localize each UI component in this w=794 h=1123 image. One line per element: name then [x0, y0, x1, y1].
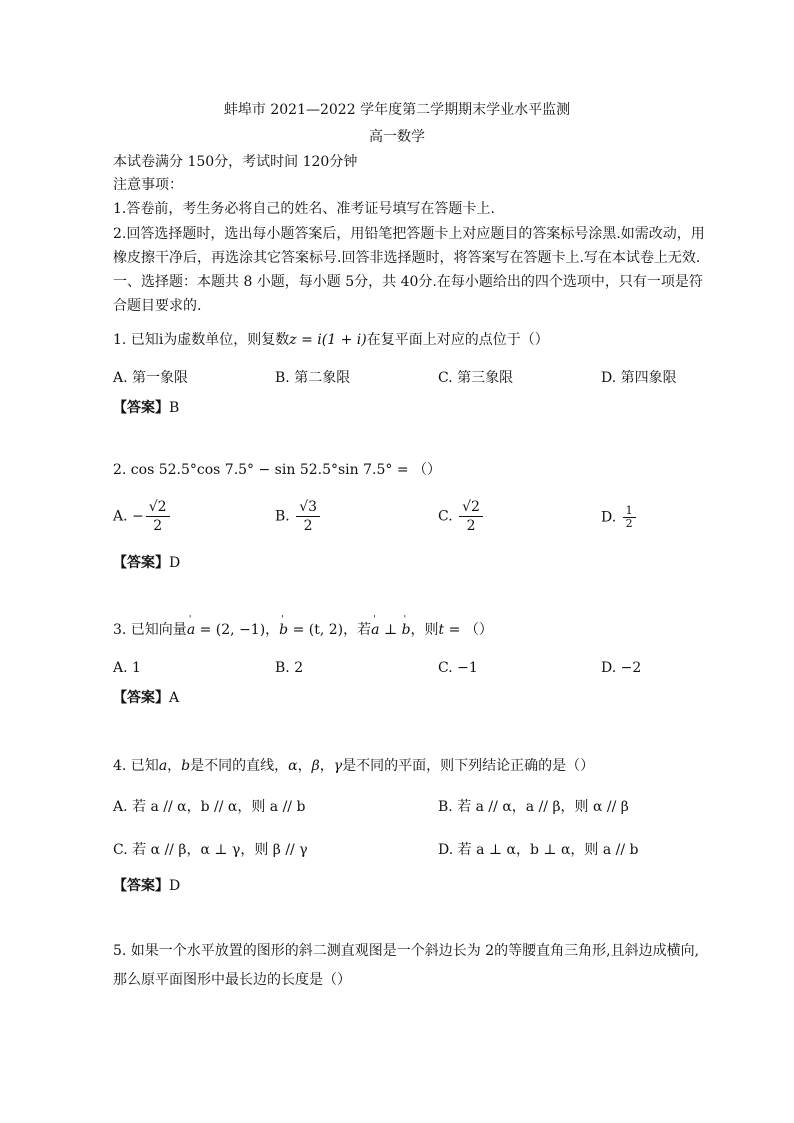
question-5-stem-cont: 那么原平面图形中最长边的长度是（） [113, 972, 351, 988]
question-3-stem [113, 620, 493, 640]
q1-text-b: 为虚数单位，则复数 [163, 332, 290, 348]
vector-a: ' a [371, 620, 379, 640]
numerator: √3 [296, 498, 320, 517]
notice-item-1: 1.答卷前，考生务必将自己的姓名、准考证号填写在答题卡上. [113, 201, 495, 217]
notice-item-2: 2.回答选择题时，选出每小题答案后，用铅笔把答题卡上对应题目的答案标号涂黑.如需改动，用 [113, 226, 705, 242]
vector-a: ' a [187, 620, 195, 640]
q3-option-d: D. −2 [601, 660, 642, 676]
option-label: B. [275, 508, 290, 525]
answer-value: A [169, 690, 180, 706]
fraction [296, 498, 320, 535]
q2-option-b [275, 498, 322, 535]
numerator: 1 [623, 505, 636, 518]
q4-text-c: 是不同的直线， [190, 758, 289, 774]
denominator: 2 [153, 518, 163, 534]
question-5-stem: 5. 如果一个水平放置的图形的斜二测直观图是一个斜边长为 2的等腰直角三角形,且斜边成横向, [113, 943, 700, 959]
numerator: √2 [459, 498, 483, 517]
comma: ， [167, 758, 182, 774]
answer-value: B [169, 400, 180, 416]
q4-option-b: B. 若 a // α，a // β，则 α // β [438, 799, 629, 815]
plane-alpha: α [288, 758, 298, 774]
q3-text: 3. 已知向量 [113, 622, 187, 638]
q4-answer [113, 876, 180, 896]
plane-beta: β [311, 758, 320, 774]
q3-text-c: = （） [444, 622, 493, 638]
section-heading: 一、选择题：本题共 8 小题，每小题 5分，共 40分.在每小题给出的四个选项中，只有一项是符 [113, 274, 703, 290]
option-label: C. [438, 508, 453, 525]
q2-option-d [601, 505, 638, 530]
fraction [146, 498, 170, 535]
exam-title: 蚌埠市 2021—2022 学年度第二学期期末学业水平监测 [223, 102, 571, 118]
q3-option-a: A. 1 [113, 660, 141, 676]
q2-answer [113, 553, 180, 573]
option-label: A. [113, 508, 128, 525]
denominator: 2 [303, 518, 313, 534]
denominator: 2 [466, 518, 476, 534]
minus-sign: − [132, 508, 144, 525]
q1-i: i [158, 332, 164, 348]
question-1-stem [113, 330, 549, 350]
denominator: 2 [625, 517, 633, 530]
question-2-stem: 2. cos 52.5°cos 7.5° − sin 52.5°sin 7.5° = （） [113, 462, 442, 478]
exam-info: 本试卷满分 150分，考试时间 120分钟 [113, 154, 358, 170]
plane-gamma: γ [333, 758, 343, 774]
q1-option-b: B. 第二象限 [275, 370, 351, 386]
q2-option-c [438, 498, 485, 535]
q4-text-d: 是不同的平面，则下列结论正确的是（） [342, 758, 595, 774]
perp-symbol: ⊥ [379, 622, 402, 638]
answer-tag: 【答案】 [113, 878, 169, 894]
option-label: D. [601, 509, 617, 526]
q3-expr-a: = (2, −1)， [195, 622, 280, 638]
q2-option-a [113, 498, 172, 535]
q3-option-c: C. −1 [438, 660, 478, 676]
section-heading-cont: 合题目要求的. [113, 298, 202, 314]
answer-tag: 【答案】 [113, 555, 169, 571]
notice-item-2-cont: 橡皮擦干净后，再选涂其它答案标号.回答非选择题时，将答案写在答题卡上.写在本试卷上无效. [113, 250, 701, 266]
variable-t: t [438, 622, 445, 638]
q3-option-b: B. 2 [275, 660, 304, 676]
q3-expr-b: = (t, 2)，若 [288, 622, 372, 638]
line-b: b [181, 758, 191, 774]
answer-tag: 【答案】 [113, 690, 169, 706]
question-4-stem: 4. 已知a，b是不同的直线，α，β，γ是不同的平面，则下列结论正确的是（） [113, 758, 595, 774]
exam-subtitle: 高一数学 [369, 129, 425, 145]
q1-option-d: D. 第四象限 [601, 370, 677, 386]
q4-option-a: A. 若 a // α，b // α，则 a // b [113, 799, 306, 815]
q1-answer [113, 398, 179, 418]
answer-value: D [169, 555, 181, 571]
notice-title: 注意事项： [113, 177, 183, 193]
answer-tag: 【答案】 [113, 400, 169, 416]
q1-text: 1. 已知 [113, 332, 159, 348]
fraction [459, 498, 483, 535]
q1-option-c: C. 第三象限 [438, 370, 514, 386]
answer-value: D [169, 878, 181, 894]
q4-option-c: C. 若 α // β，α ⊥ γ，则 β // γ [113, 842, 308, 858]
vector-b: ' b [402, 620, 411, 640]
line-a: a [158, 758, 168, 774]
q3-text-b: ，则 [410, 622, 439, 638]
q3-answer [113, 688, 179, 708]
q4-text: 4. 已知 [113, 758, 159, 774]
numerator: √2 [146, 498, 170, 517]
q1-option-a: A. 第一象限 [113, 370, 189, 386]
q1-expression: z = i(1 + i) [289, 332, 367, 348]
fraction [623, 505, 636, 530]
q4-option-d: D. 若 a ⊥ α，b ⊥ α，则 a // b [438, 842, 639, 858]
vector-b: ' b [279, 620, 288, 640]
q1-text-c: 在复平面上对应的点位于（） [366, 332, 549, 348]
